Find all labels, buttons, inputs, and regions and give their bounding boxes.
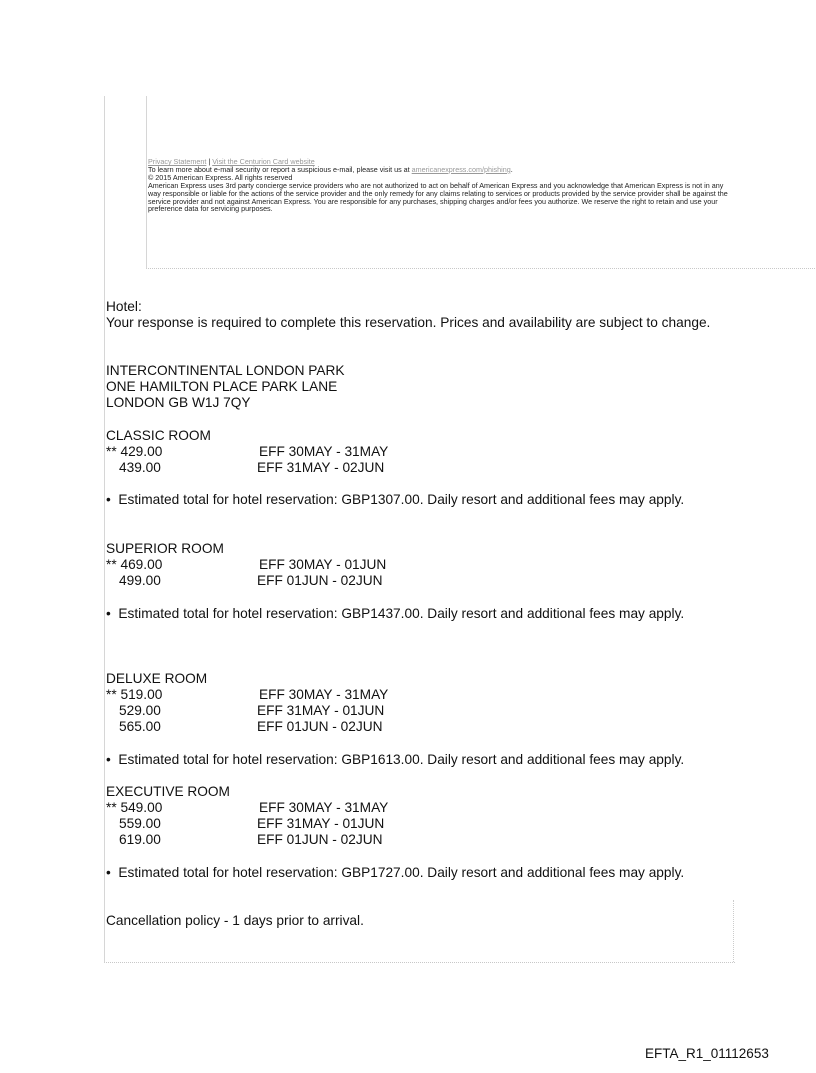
link-separator: | [208,158,211,166]
phishing-link[interactable]: americanexpress.com/phishing [411,164,511,174]
disclaimer-line-1: American Express uses 3rd party concierge service providers who are not authorized to act on behalf of American Express and you acknowledge that American Express is not in any [148,180,724,190]
security-end: . [510,164,513,174]
cancellation-policy: Cancellation policy - 1 days prior to arrival. [106,913,364,928]
rate-price: ** 519.00 [106,687,163,702]
rate-price: 439.00 [119,460,161,475]
email-footer [148,158,816,213]
rate-price: 499.00 [119,573,161,588]
rate-period: EFF 31MAY - 01JUN [257,816,385,831]
estimated-total: Estimated total for hotel reservation: GBP1727.00. Daily resort and additional fees may apply. [118,865,685,880]
room-name: EXECUTIVE ROOM [106,784,230,799]
disclaimer-line-3: service provider and not against American Express. You are responsible for any purchases, shipping charges and/or fees you authorize. We reserve the right to retain and use your [148,196,718,206]
estimate-line [106,865,684,881]
room-name: CLASSIC ROOM [106,428,211,443]
room-name: SUPERIOR ROOM [106,541,224,556]
room-name: DELUXE ROOM [106,671,208,686]
frame-right-edge [733,900,734,962]
rate-price: ** 549.00 [106,800,163,815]
estimated-total: Estimated total for hotel reservation: GBP1613.00. Daily resort and additional fees may apply. [118,752,685,767]
reservation-intro: Your response is required to complete this reservation. Prices and availability are subject to change. [106,315,711,330]
centurion-website-link[interactable]: Visit the Centurion Card website [212,158,315,166]
estimate-line [106,492,684,508]
rate-period: EFF 30MAY - 01JUN [259,557,387,572]
rate-period: EFF 01JUN - 02JUN [257,832,383,847]
copyright: © 2015 American Express. All rights reserved [148,172,293,182]
rate-price: 559.00 [119,816,161,831]
privacy-statement-link[interactable]: Privacy Statement [148,158,207,166]
rate-period: EFF 30MAY - 31MAY [259,800,389,815]
estimate-line [106,752,684,768]
rate-price: 565.00 [119,719,161,734]
bullet: • [106,492,111,507]
bullet: • [106,606,111,621]
rate-period: EFF 01JUN - 02JUN [257,719,383,734]
rate-period: EFF 30MAY - 31MAY [259,687,389,702]
rate-period: EFF 01JUN - 02JUN [257,573,383,588]
estimated-total: Estimated total for hotel reservation: GBP1307.00. Daily resort and additional fees may apply. [118,492,685,507]
bullet: • [106,752,111,767]
disclaimer-line-2: way responsible or liable for the actions of the service provider and the only remedy for any claims relating to services or products provided by the service provider shall be against the [148,188,728,198]
hotel-address-2: LONDON GB W1J 7QY [106,395,251,410]
hotel-name: INTERCONTINENTAL LONDON PARK [106,363,345,378]
rate-price: 529.00 [119,703,161,718]
rate-price: ** 429.00 [106,444,163,459]
hotel-address-1: ONE HAMILTON PLACE PARK LANE [106,379,338,394]
rate-price: 619.00 [119,832,161,847]
disclaimer-line-4: preference data for servicing purposes. [148,204,273,214]
rate-period: EFF 30MAY - 31MAY [259,444,389,459]
security-text: To learn more about e-mail security or report a suspicious e-mail, please visit us at [148,164,410,174]
section-label: Hotel: [106,299,142,314]
document-id: EFTA_R1_01112653 [645,1046,769,1061]
estimate-line [106,606,684,622]
rate-period: EFF 31MAY - 02JUN [257,460,385,475]
bullet: • [106,865,111,880]
rate-price: ** 469.00 [106,557,163,572]
estimated-total: Estimated total for hotel reservation: GBP1437.00. Daily resort and additional fees may apply. [118,606,685,621]
rate-period: EFF 31MAY - 01JUN [257,703,385,718]
